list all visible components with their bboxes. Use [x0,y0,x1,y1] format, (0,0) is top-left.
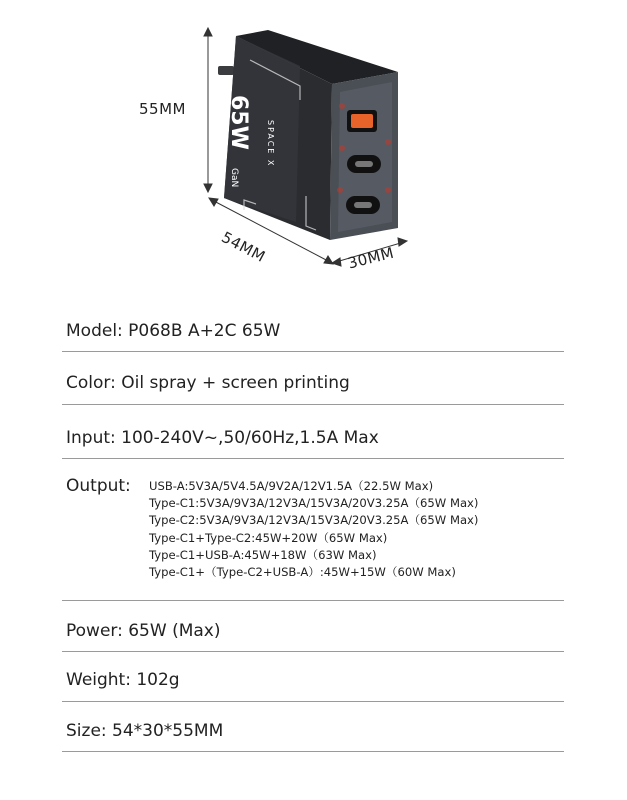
divider [62,600,564,601]
brand-label: SPACE X [266,120,275,168]
product-illustration [0,0,627,300]
height-dimension: 55MM [139,100,186,118]
output-line: Type-C1:5V3A/9V3A/12V3A/15V3A/20V3.25A（65W Max) [149,496,479,511]
output-line: Type-C1+USB-A:45W+18W（63W Max) [149,547,377,562]
output-line: Type-C1+Type-C2:45W+20W（65W Max) [149,530,388,545]
charger-image [0,0,627,300]
rating-label: 65W [226,95,251,150]
divider [62,751,564,752]
depth-dimension: 54MM [218,228,269,266]
spec-output-label: Output: [66,476,131,496]
divider [62,404,564,405]
spec-output-list [149,478,478,581]
spec-weight: Weight: 102g [66,670,180,690]
spec-color: Color: Oil spray + screen printing [66,373,350,393]
gan-label: GaN [229,168,239,188]
spec-power: Power: 65W (Max) [66,621,221,641]
divider [62,458,564,459]
output-line: USB-A:5V3A/5V4.5A/9V2A/12V1.5A（22.5W Max) [149,479,434,493]
divider [62,651,564,652]
divider [62,351,564,352]
output-line: Type-C2:5V3A/9V3A/12V3A/15V3A/20V3.25A（65W Max) [149,513,479,528]
divider [62,701,564,702]
spec-model: Model: P068B A+2C 65W [66,321,281,341]
width-dimension: 30MM [346,243,396,273]
spec-input: Input: 100-240V~,50/60Hz,1.5A Max [66,428,379,448]
output-line: Type-C1+（Type-C2+USB-A）:45W+15W（60W Max) [149,565,456,580]
spec-size: Size: 54*30*55MM [66,721,224,741]
